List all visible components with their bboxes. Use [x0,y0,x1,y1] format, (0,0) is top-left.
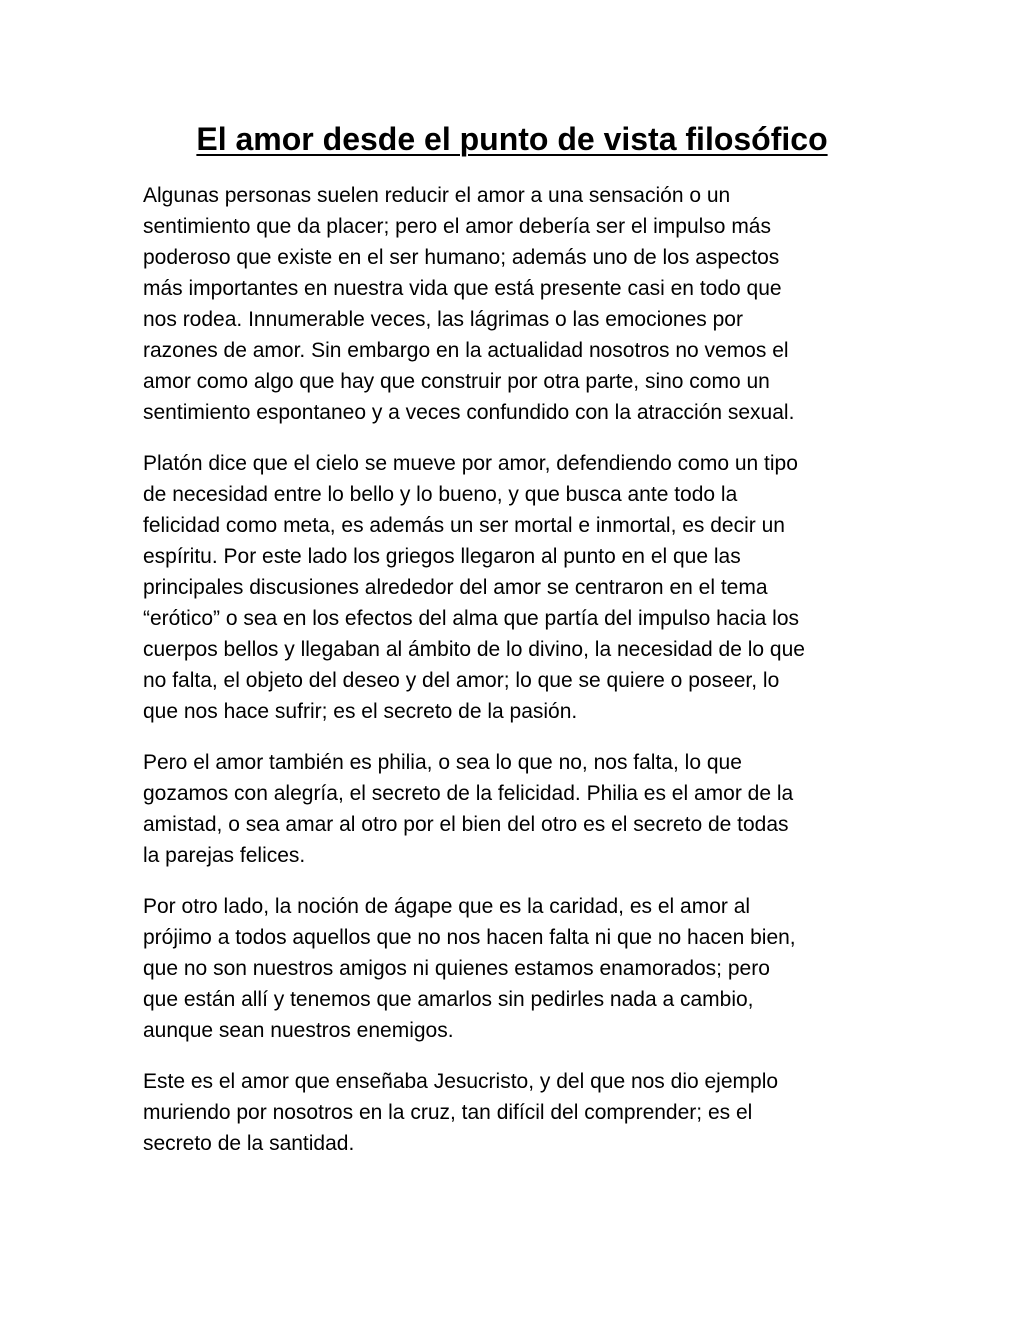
paragraph-5: Este es el amor que enseñaba Jesucristo, y del que nos dio ejemplo muriendo por nosotros en la cruz, tan difícil del comprender; es el secreto de la santidad. [143,1070,779,1155]
document-title: El amor desde el punto de vista filosófico [196,121,828,157]
paragraph-2: Platón dice que el cielo se mueve por amor, defendiendo como un tipo de necesidad entre lo bello y lo bueno, y que busca ante todo la felicidad como meta, es además un ser mortal e inmortal, es decir un espíritu. Por este lado los griegos llegaron al punto en el que las principales discusiones alrededor del amor se centraron en el tema “erótico” o sea en los efectos del alma que partía del impulso hacia los cuerpos bellos y llegaban al ámbito de lo divino, la necesidad de lo que no falta, el objeto del deseo y del amor; lo que se quiere o poseer, lo que nos hace sufrir; es el secreto de la pasión. [143,452,805,723]
paragraph-4: Por otro lado, la noción de ágape que es la caridad, es el amor al prójimo a todos aquellos que no nos hacen falta ni que no hacen bien, que no son nuestros amigos ni quienes estamos enamorados; pero que están allí y tenemos que amarlos sin pedirles nada a cambio, aunque sean nuestros enemigos. [143,895,796,1042]
paragraph-3: Pero el amor también es philia, o sea lo que no, nos falta, lo que gozamos con alegría, el secreto de la felicidad. Philia es el amor de la amistad, o sea amar al otro por el bien del otro es el secreto de todas la parejas felices. [143,751,794,867]
document-body [143,180,903,1179]
paragraph-1: Algunas personas suelen reducir el amor a una sensación o un sentimiento que da placer; pero el amor debería ser el impulso más poderoso que existe en el ser humano; además uno de los aspectos más importantes en nuestra vida que está presente casi en todo que nos rodea. Innumerable veces, las lágrimas o las emociones por razones de amor. Sin embargo en la actualidad nosotros no vemos el amor como algo que hay que construir por otra parte, sino como un sentimiento espontaneo y a veces confundido con la atracción sexual. [143,184,795,424]
